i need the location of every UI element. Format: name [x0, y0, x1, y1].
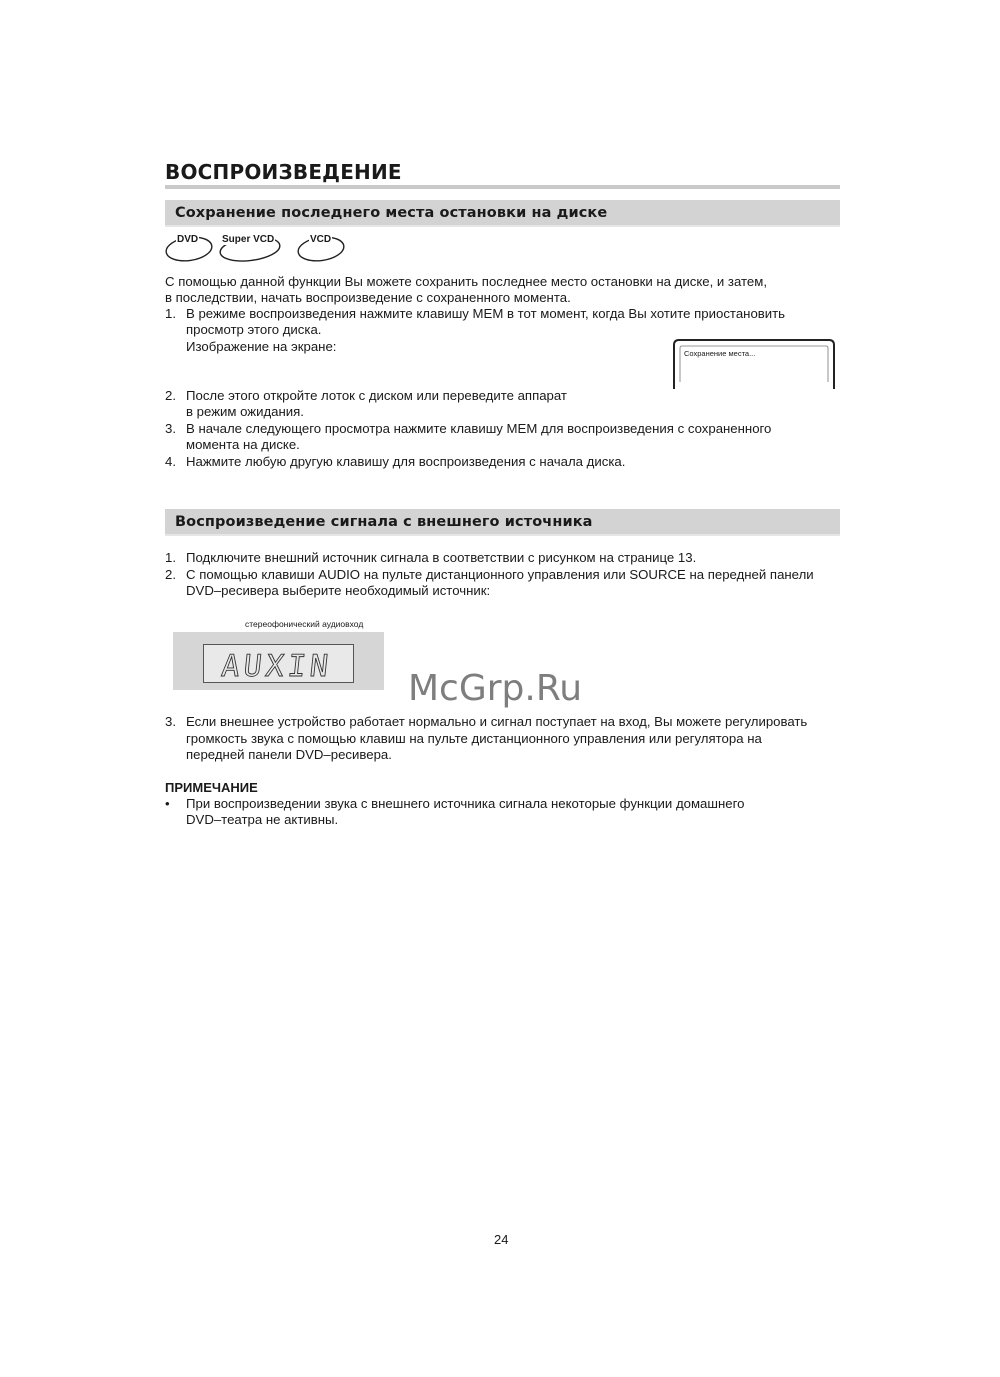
step-number: 3.	[165, 714, 176, 729]
page-number: 24	[494, 1232, 509, 1247]
note-heading: ПРИМЕЧАНИЕ	[165, 780, 258, 795]
super-vcd-disc-icon	[219, 232, 283, 262]
page-title: ВОСПРОИЗВЕДЕНИЕ	[165, 160, 402, 184]
panel-caption: стереофонический аудиовход	[245, 619, 364, 629]
screen-message: Сохранение места...	[684, 349, 756, 358]
intro-line: в последствии, начать воспроизведение с сохраненного момента.	[165, 290, 571, 305]
front-panel-display	[173, 632, 384, 690]
dvd-disc-label: DVD	[177, 234, 199, 245]
step-number: 2.	[165, 567, 176, 582]
step-number: 1.	[165, 550, 176, 565]
display-window	[203, 644, 354, 683]
step-line: передней панели DVD–ресивера.	[186, 747, 392, 762]
step-number: 1.	[165, 306, 176, 321]
bullet-icon: •	[165, 796, 170, 811]
step-line: Изображение на экране:	[186, 339, 337, 354]
step-line: в режим ожидания.	[186, 404, 304, 419]
section-heading-resume	[165, 200, 840, 227]
step-line: Подключите внешний источник сигнала в соответствии с рисунком на странице 13.	[186, 550, 697, 565]
note-line: DVD–театра не активны.	[186, 812, 339, 827]
step-line: момента на диске.	[186, 437, 300, 452]
step-number: 4.	[165, 454, 176, 469]
vcd-disc-label: VCD	[310, 234, 332, 245]
display-readout: AUXIN	[219, 649, 334, 684]
section-heading-external	[165, 509, 840, 536]
vcd-disc-icon	[297, 232, 347, 262]
step-line: С помощью клавиши AUDIO на пульте дистанционного управления или SOURCE на передней панели	[186, 567, 814, 582]
note-line: При воспроизведении звука с внешнего источника сигнала некоторые функции домашнего	[186, 796, 745, 811]
step-line: В режиме воспроизведения нажмите клавишу MEM в тот момент, когда Вы хотите приостановить	[186, 306, 786, 321]
step-number: 3.	[165, 421, 176, 436]
step-line: DVD–ресивера выберите необходимый источник:	[186, 583, 491, 598]
section-heading-external-text: Воспроизведение сигнала с внешнего источника	[175, 514, 593, 530]
watermark: McGrp.Ru	[408, 668, 583, 709]
tv-screen-illustration	[672, 339, 836, 389]
title-divider	[165, 185, 840, 189]
step-line: громкость звука с помощью клавиш на пульте дистанционного управления или регулятора на	[186, 731, 762, 746]
step-line: Если внешнее устройство работает нормально и сигнал поступает на вход, Вы можете регулировать	[186, 714, 808, 729]
super-vcd-disc-label: Super VCD	[222, 234, 275, 245]
step-number: 2.	[165, 388, 176, 403]
step-line: просмотр этого диска.	[186, 322, 322, 337]
step-line: Нажмите любую другую клавишу для воспроизведения с начала диска.	[186, 454, 626, 469]
segment-display-text	[204, 645, 355, 684]
step-line: После этого откройте лоток с диском или переведите аппарат	[186, 388, 567, 403]
dvd-disc-icon	[165, 232, 215, 262]
intro-line: С помощью данной функции Вы можете сохранить последнее место остановки на диске, и затем,	[165, 274, 767, 289]
section-heading-resume-text: Сохранение последнего места остановки на диске	[175, 205, 608, 221]
step-line: В начале следующего просмотра нажмите клавишу MEM для воспроизведения с сохраненного	[186, 421, 772, 436]
